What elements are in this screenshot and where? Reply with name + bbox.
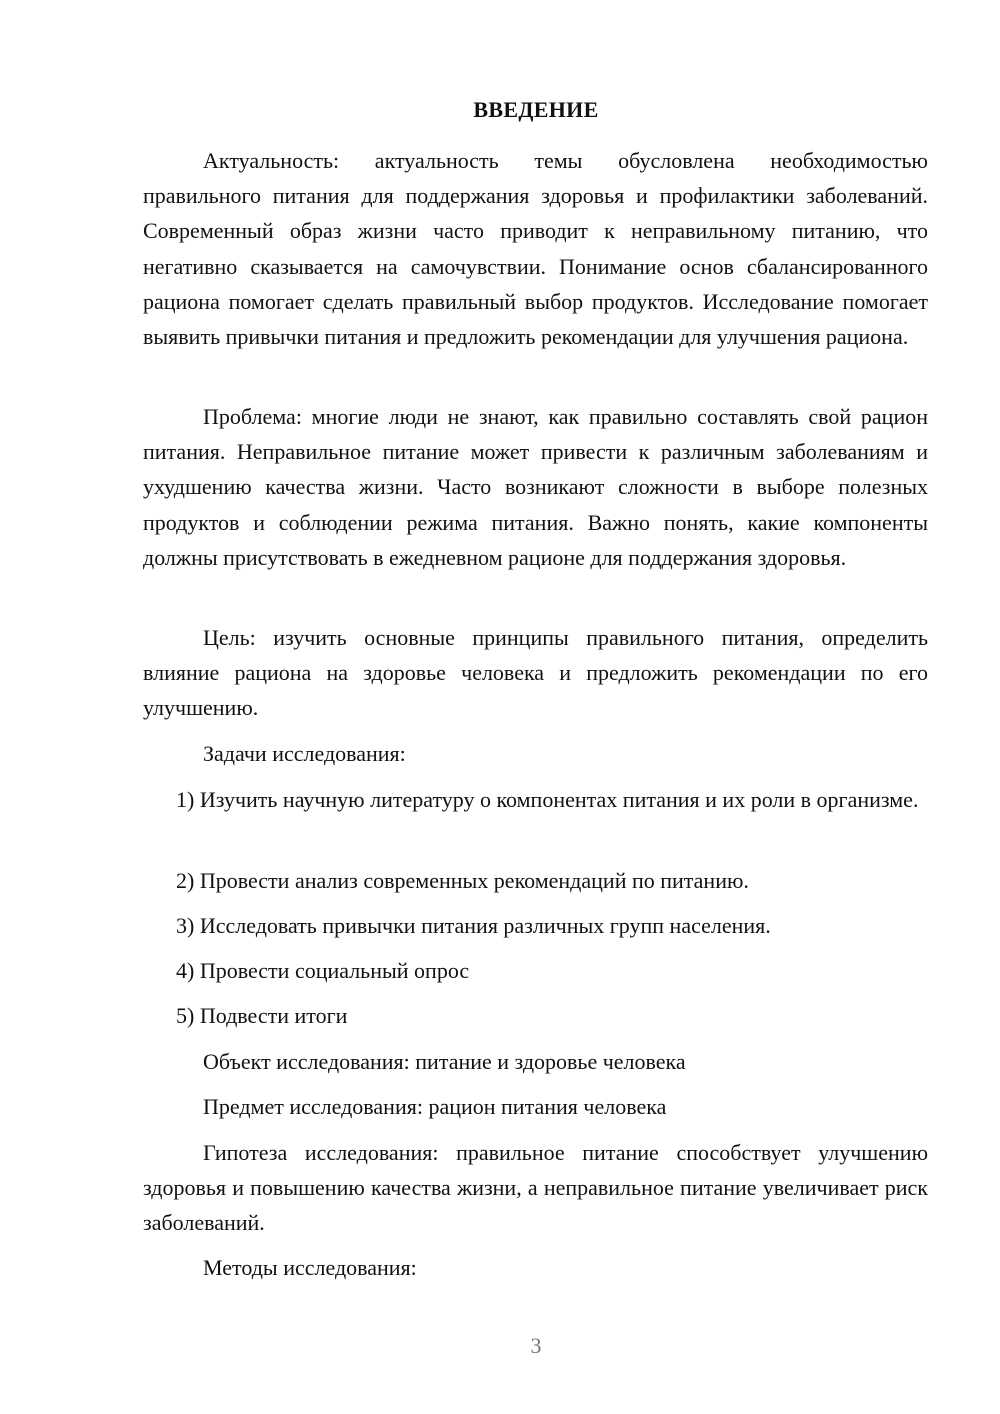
paragraph-tasks-heading: Задачи исследования: <box>203 741 406 766</box>
list-item-task-3: 3) Исследовать привычки питания различных групп населения. <box>176 913 771 938</box>
page-title: ВВЕДЕНИЕ <box>473 97 599 122</box>
paragraph-methods: Методы исследования: <box>203 1255 417 1280</box>
list-item-task-4: 4) Провести социальный опрос <box>176 958 470 983</box>
paragraph-subject: Предмет исследования: рацион питания человека <box>203 1094 667 1119</box>
paragraph-problem: Проблема: многие люди не знают, как правильно составлять свой рацион питания. Неправильное питание может привести к различным заболеваниям и ухудшению качества жизни. Часто возникают сложности в выборе полезных продуктов и соблюдении режима питания. Важно понять, какие компоненты должны присутствовать в ежедневном рационе для поддержания здоровья. <box>143 404 928 570</box>
paragraph-relevance: Актуальность: актуальность темы обусловлена необходимостью правильного питания для поддержания здоровья и профилактики заболеваний. Современный образ жизни часто приводит к неправильному питанию, что негативно сказывается на самочувствии. Понимание основ сбалансированного рациона помогает сделать правильный выбор продуктов. Исследование помогает выявить привычки питания и предложить рекомендации для улучшения рациона. <box>143 148 928 350</box>
list-item-task-5: 5) Подвести итоги <box>176 1003 348 1028</box>
paragraph-hypothesis: Гипотеза исследования: правильное питание способствует улучшению здоровья и повышению качества жизни, а неправильное питание увеличивает риск заболеваний. <box>143 1140 928 1236</box>
paragraph-goal: Цель: изучить основные принципы правильного питания, определить влияние рациона на здоровье человека и предложить рекомендации по его улучшению. <box>143 625 928 721</box>
list-item-task-1: 1) Изучить научную литературу о компонентах питания и их роли в организме. <box>176 787 919 812</box>
page-number: 3 <box>530 1333 542 1358</box>
paragraph-object: Объект исследования: питание и здоровье человека <box>203 1049 686 1074</box>
list-item-task-2: 2) Провести анализ современных рекомендаций по питанию. <box>176 868 749 893</box>
